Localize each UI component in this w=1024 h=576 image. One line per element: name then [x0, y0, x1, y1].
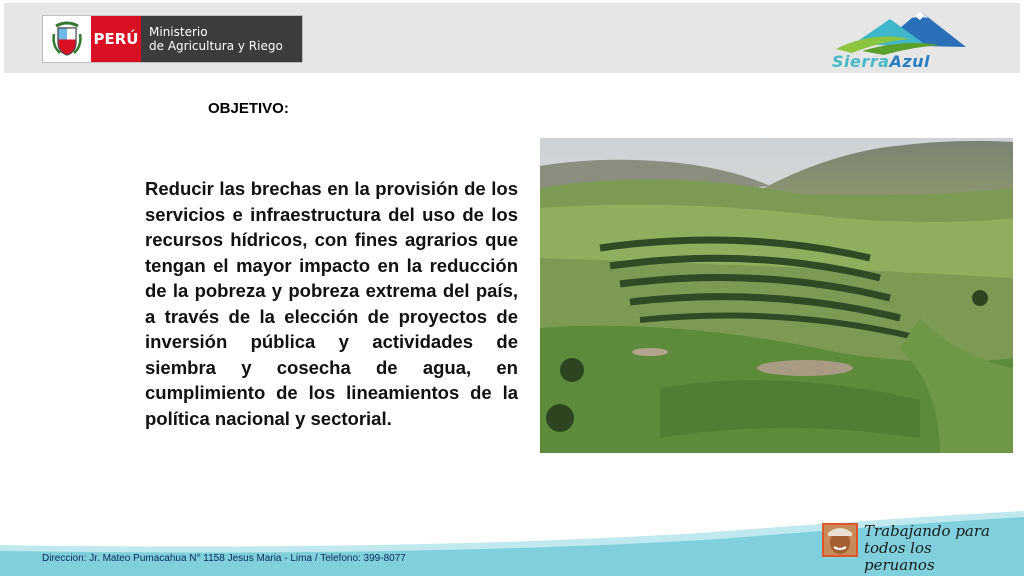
sierra-azul-mountain-logo — [822, 5, 972, 55]
slogan — [864, 523, 1004, 574]
sierra-word: Sierra — [832, 52, 890, 71]
ministry-name — [141, 16, 302, 62]
landscape-photo — [540, 138, 1013, 453]
contact-info: Direccion: Jr. Mateo Pumacahua N° 1158 Jesus Maria - Lima / Telefono: 399-8077 — [42, 553, 406, 564]
peru-label: PERÚ — [91, 16, 141, 62]
coat-of-arms-icon — [43, 16, 91, 62]
objective-heading: OBJETIVO: — [208, 100, 289, 117]
ministry-line-2: de Agricultura y Riego — [149, 39, 283, 53]
farmer-avatar — [822, 523, 858, 557]
objective-text: Reducir las brechas en la provisión de los servicios e infraestructura del uso de los recursos hídricos, con fines agrarios que tengan el mayor impacto en la reducción de la pobreza y pobreza extrema del país, a través de la elección de proyectos de inversión pública y actividades de siembra y cosecha de agua, en cumplimiento de los lineamientos de la política nacional y sectorial. — [145, 178, 518, 429]
sierra-azul-logo[interactable] — [822, 5, 972, 71]
ministry-logo[interactable] — [42, 15, 303, 63]
slogan-line-1: Trabajando para — [864, 522, 990, 540]
slogan-line-2: todos los peruanos — [864, 539, 935, 574]
header-bar — [4, 3, 1020, 73]
ministry-line-1: Ministerio — [149, 25, 208, 39]
azul-word: Azul — [889, 52, 931, 71]
sierra-azul-wordmark — [832, 52, 930, 71]
